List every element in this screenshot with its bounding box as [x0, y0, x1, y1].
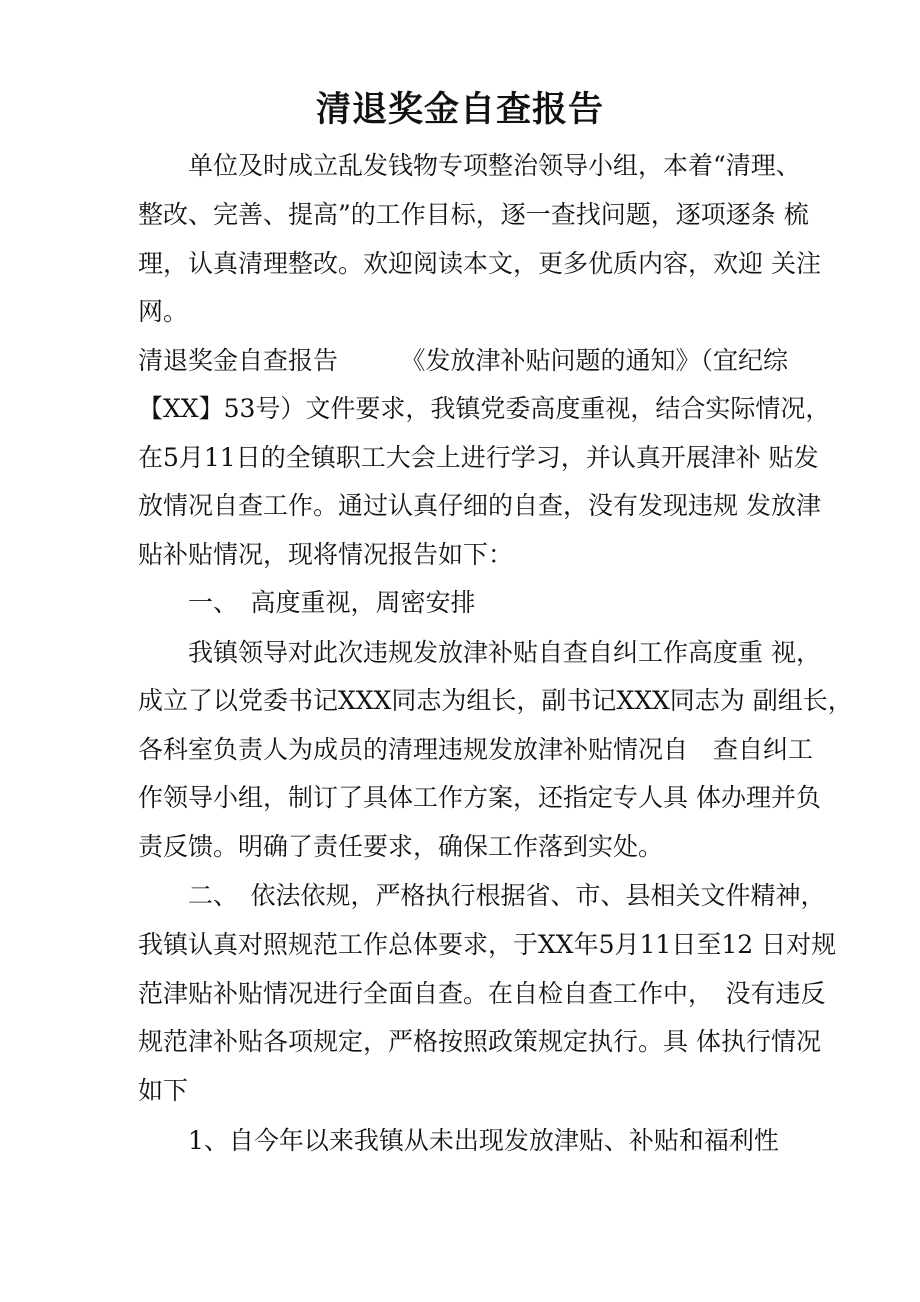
paragraph-line: 我镇领导对此次违规发放津补贴自查自纠工作高度重 视， [138, 638, 821, 667]
paragraph-line: 单位及时成立乱发钱物专项整治领导小组，本着“清理、 [138, 151, 801, 180]
paragraph-line: 理，认真清理整改。欢迎阅读本文，更多优质内容，欢迎 关注 [138, 249, 821, 278]
paragraph-line: 成立了以党委书记XXX同志为组长，副书记XXX同志为 副组长， [138, 686, 853, 715]
section-heading: 一、 高度重视，周密安排 [138, 588, 476, 617]
paragraph-line: 放情况自查工作。通过认真仔细的自查，没有发现违规 发放津 [138, 491, 821, 520]
paragraph-line: 规范津补贴各项规定，严格按照政策规定执行。具 体执行情况 [138, 1027, 821, 1056]
section-heading: 二、 依法依规，严格执行根据省、市、县相关文件精神， [138, 881, 826, 910]
paragraph-line: 各科室负责人为成员的清理违规发放津补贴情况自 查自纠工 [138, 735, 814, 764]
paragraph-line: 如下 [138, 1076, 189, 1105]
paragraph-line: 作领导小组，制订了具体工作方案，还指定专人具 体办理并负 [138, 783, 821, 812]
paragraph-line: 网。 [138, 297, 189, 326]
paragraph-line: 在5月11日的全镇职工大会上进行学习，并认真开展津补 贴发 [138, 443, 819, 472]
paragraph-line: 我镇认真对照规范工作总体要求，于XX年5月11日至12 日对规 [138, 930, 837, 959]
paragraph-line: 责反馈。明确了责任要求，确保工作落到实处。 [138, 832, 664, 861]
paragraph-line: 范津贴补贴情况进行全面自查。在自检自查工作中， 没有违反 [138, 979, 826, 1008]
paragraph-line: 贴补贴情况，现将情况报告如下： [138, 540, 514, 569]
paragraph-line: 清退奖金自查报告 《发放津补贴问题的通知》（宜纪综 [138, 346, 789, 375]
paragraph-line: 整改、完善、提高”的工作目标，逐一查找问题，逐项逐条 梳 [138, 200, 809, 229]
document-title: 清退奖金自查报告 [315, 89, 604, 130]
paragraph-line: 1、自今年以来我镇从未出现发放津贴、补贴和福利性 [138, 1126, 779, 1155]
paragraph-line: 【XX】53号）文件要求，我镇党委高度重视，结合实际情况， [138, 394, 831, 423]
